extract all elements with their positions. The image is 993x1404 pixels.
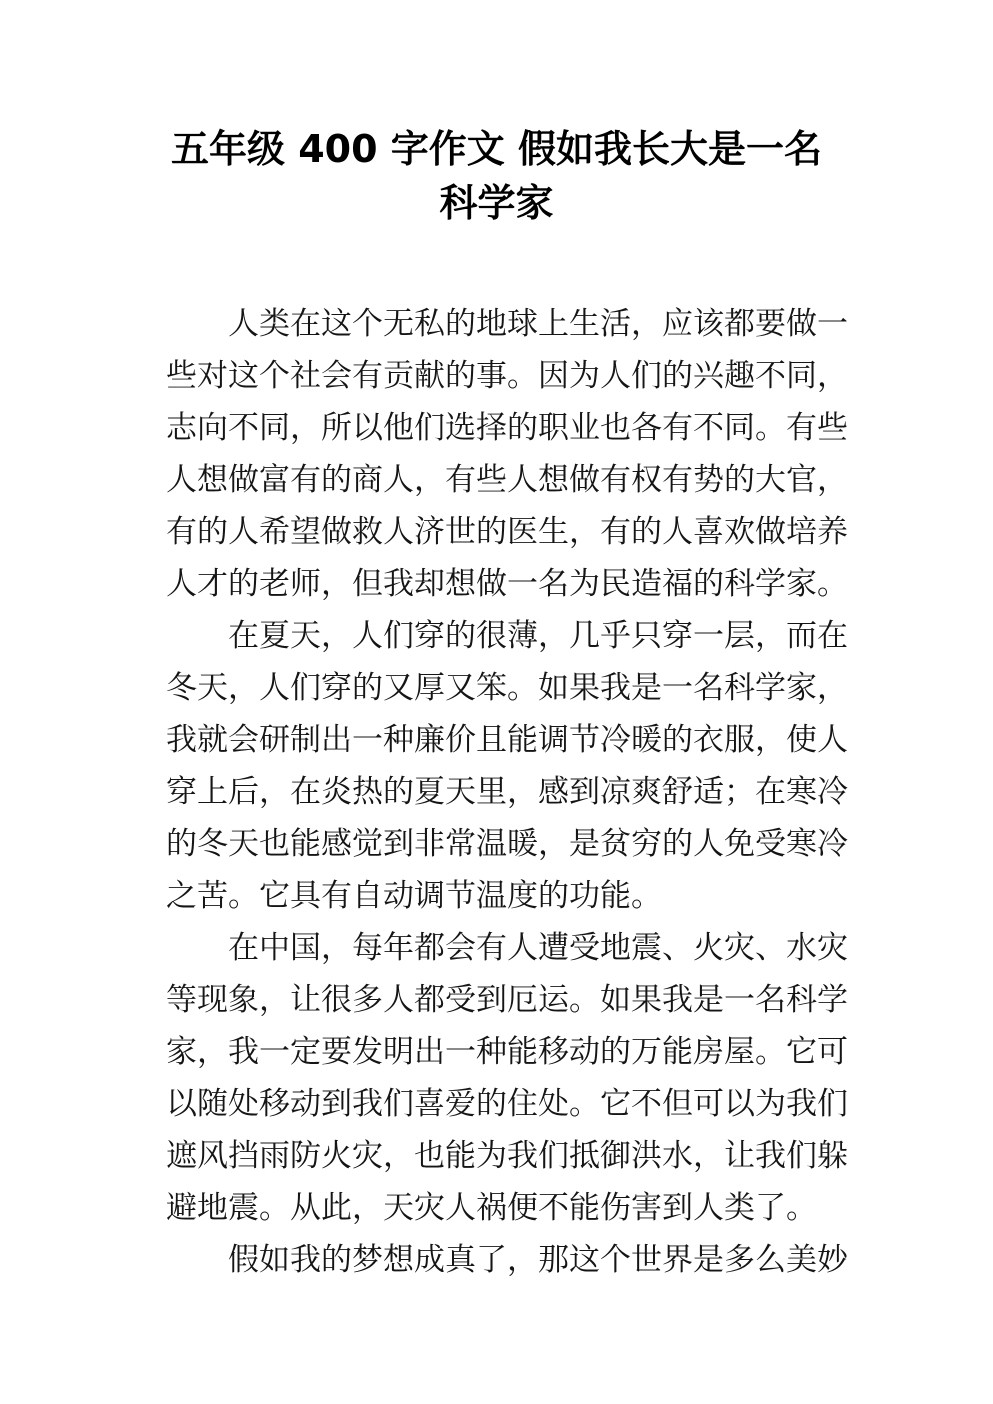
text-line: 在中国，每年都会有人遭受地震、火灾、水灾 <box>228 930 848 966</box>
text-line: 志向不同，所以他们选择的职业也各有不同。有些 <box>166 410 848 446</box>
text-line: 在夏天，人们穿的很薄，几乎只穿一层，而在 <box>228 618 848 654</box>
text-line: 冬天，人们穿的又厚又笨。如果我是一名科学家， <box>166 670 848 706</box>
text-line: 我就会研制出一种廉价且能调节冷暖的衣服，使人 <box>166 722 848 758</box>
text-line: 假如我的梦想成真了，那这个世界是多么美妙 <box>228 1242 848 1278</box>
text-line: 等现象，让很多人都受到厄运。如果我是一名科学 <box>166 982 848 1018</box>
paragraph-3 <box>166 922 848 1234</box>
text-line: 的冬天也能感觉到非常温暖，是贫穷的人免受寒冷 <box>166 826 848 862</box>
text-line: 以随处移动到我们喜爱的住处。它不但可以为我们 <box>166 1086 848 1122</box>
text-line: 人想做富有的商人，有些人想做有权有势的大官， <box>166 462 848 498</box>
paragraph-4 <box>166 1234 848 1286</box>
text-line: 之苦。它具有自动调节温度的功能。 <box>166 878 662 914</box>
paragraph-1 <box>166 298 848 610</box>
text-line: 穿上后，在炎热的夏天里，感到凉爽舒适；在寒冷 <box>166 774 848 810</box>
text-line: 避地震。从此，天灾人祸便不能伤害到人类了。 <box>166 1190 817 1226</box>
document-title <box>0 122 993 230</box>
text-line: 家，我一定要发明出一种能移动的万能房屋。它可 <box>166 1034 848 1070</box>
text-line: 些对这个社会有贡献的事。因为人们的兴趣不同， <box>166 358 848 394</box>
text-line: 有的人希望做救人济世的医生，有的人喜欢做培养 <box>166 514 848 550</box>
text-line: 人类在这个无私的地球上生活，应该都要做一 <box>228 306 848 342</box>
title-line-2: 科学家 <box>439 181 554 225</box>
text-line: 遮风挡雨防火灾，也能为我们抵御洪水，让我们躲 <box>166 1138 848 1174</box>
title-line-1: 五年级 400 字作文 假如我长大是一名 <box>170 127 822 171</box>
text-line: 人才的老师，但我却想做一名为民造福的科学家。 <box>166 566 848 602</box>
paragraph-2 <box>166 610 848 922</box>
document-body <box>166 298 848 1286</box>
